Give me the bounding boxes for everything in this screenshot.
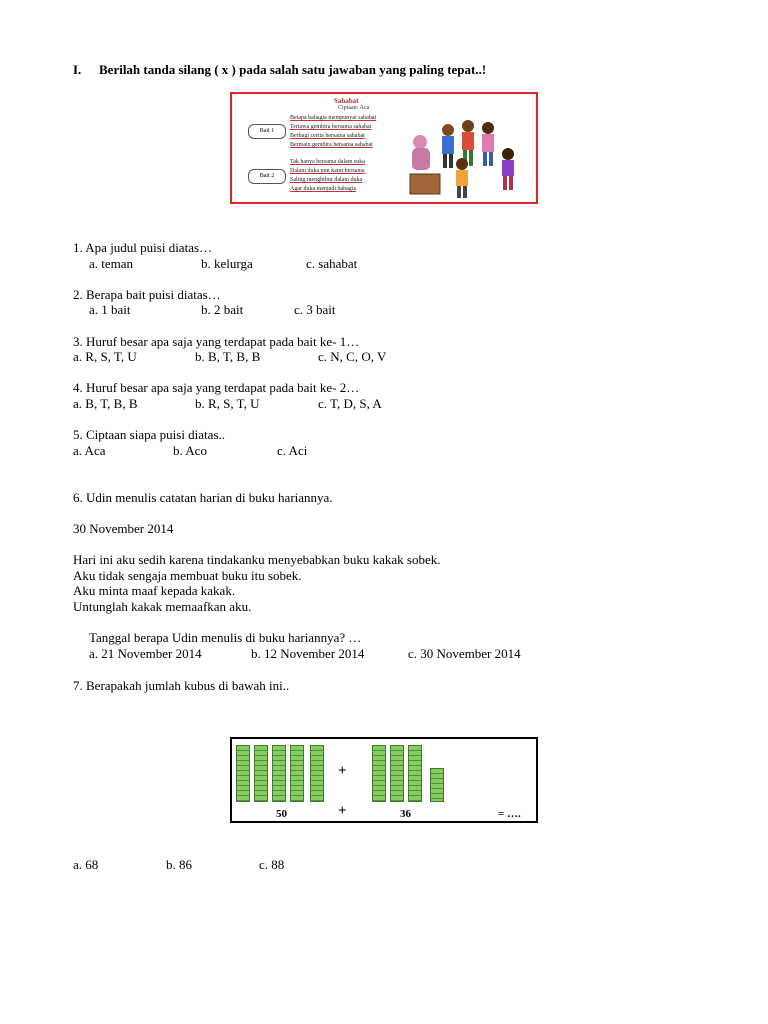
cube-figure [230,737,538,823]
q5-option-a: a. Aca [73,443,106,458]
bait-2-label: Bait 2 [248,169,286,184]
q5-option-b: b. Aco [173,443,207,458]
q3-option-c: c. N, C, O, V [318,349,387,364]
q4-option-c: c. T, D, S, A [318,396,382,411]
section-instruction: Berilah tanda silang ( x ) pada salah satu jawaban yang paling tepat..! [99,62,487,77]
question-1: 1. Apa judul puisi diatas… [73,240,213,255]
cube-rod [372,745,386,802]
section-number: I. [73,62,82,77]
question-5: 5. Ciptaan siapa puisi diatas.. [73,427,226,442]
q1-option-a: a. teman [89,256,134,271]
q2-option-c: c. 3 bait [294,302,336,317]
bait-1-label: Bait 1 [248,124,286,139]
q7-option-a: a. 68 [73,857,99,872]
plus-sign-top: + [338,763,347,779]
question-7: 7. Berapakah jumlah kubus di bawah ini.. [73,678,290,693]
q7-option-c: c. 88 [259,857,285,872]
poem-line: Dalam duka pun kami bersama [290,168,365,174]
diary-date: 30 November 2014 [73,521,174,536]
plus-sign-bottom: + [338,803,347,819]
equals-blank: = …. [498,808,521,820]
cube-rod [254,745,268,802]
poem-line: Betapa bahagia mempunyai sahabat [290,115,377,121]
left-total: 50 [276,808,287,820]
q5-option-c: c. Aci [277,443,308,458]
q2-option-a: a. 1 bait [89,302,131,317]
cube-rod [390,745,404,802]
q6-option-b: b. 12 November 2014 [251,646,365,661]
question-4: 4. Huruf besar apa saja yang terdapat pada bait ke- 2… [73,380,360,395]
poem-line: Berbagi cerita bersama sahabat [290,133,365,139]
poem-title: Sahabat [334,97,359,105]
children-illustration [400,112,535,202]
poem-line: Tak hanya bersama dalam suka [290,159,365,165]
diary-line: Aku minta maaf kepada kakak. [73,583,236,598]
q6-option-c: c. 30 November 2014 [408,646,521,661]
q4-option-b: b. R, S, T, U [195,396,260,411]
question-3: 3. Huruf besar apa saja yang terdapat pada bait ke- 1… [73,334,360,349]
poem-illustration [230,92,538,204]
poem-line: Bermain gembira bersama sahabat [290,142,373,148]
question-2: 2. Berapa bait puisi diatas… [73,287,221,302]
poem-line: Agar duka menjadi bahagia [290,186,357,192]
diary-line: Hari ini aku sedih karena tindakanku menyebabkan buku kakak sobek. [73,552,441,567]
cube-rod [408,745,422,802]
q2-option-b: b. 2 bait [201,302,244,317]
q3-option-b: b. B, T, B, B [195,349,261,364]
cube-rod [236,745,250,802]
cube-rod [290,745,304,802]
q6-option-a: a. 21 November 2014 [89,646,202,661]
q7-option-b: b. 86 [166,857,192,872]
poem-line: Saling menghibur dalam duka [290,177,363,183]
q1-option-c: c. sahabat [306,256,358,271]
cube-rod [272,745,286,802]
diary-line: Untunglah kakak memaafkan aku. [73,599,252,614]
question-6: 6. Udin menulis catatan harian di buku hariannya. [73,490,333,505]
cube-rod [310,745,324,802]
cube-rod-short [430,768,444,802]
poem-line: Tertawa gembira bersama sahabat [290,124,372,130]
diary-line: Aku tidak sengaja membuat buku itu sobek. [73,568,302,583]
q3-option-a: a. R, S, T, U [73,349,137,364]
poem-author: Ciptaan: Aca [338,105,370,111]
q4-option-a: a. B, T, B, B [73,396,138,411]
right-total: 36 [400,808,411,820]
q1-option-b: b. kelurga [201,256,253,271]
q6-sub-question: Tanggal berapa Udin menulis di buku hariannya? … [89,630,362,645]
